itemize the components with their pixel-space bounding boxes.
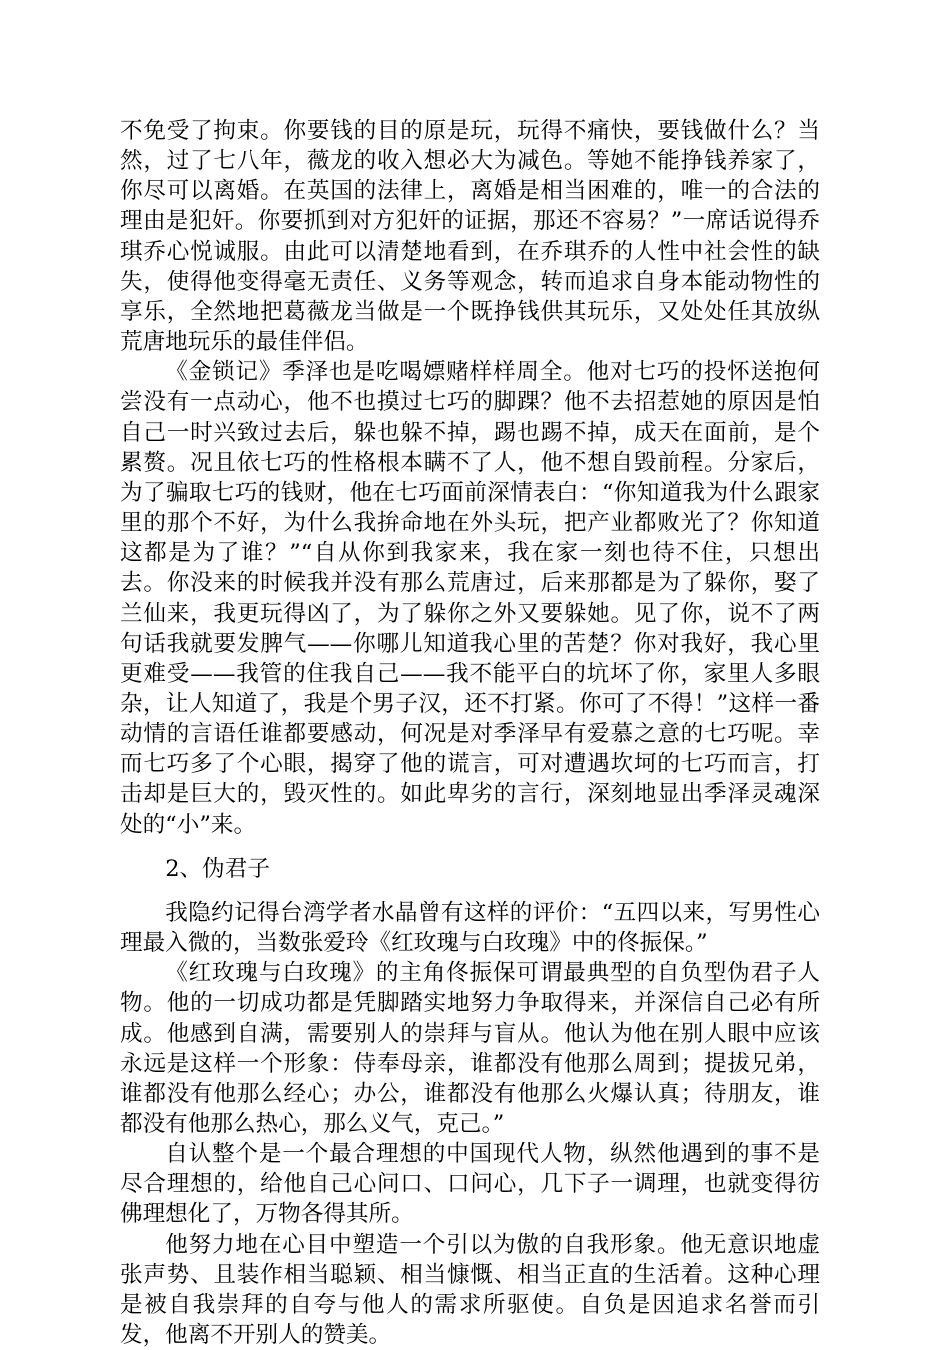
document-body	[120, 116, 820, 1350]
paragraph-continuation: 不免受了拘束。你要钱的目的原是玩，玩得不痛快，要钱做什么？当然，过了七八年，薇龙的收入想必大为减色。等她不能挣钱养家了，你尽可以离婚。在英国的法律上，离婚是相当困难的，唯一的合法的理由是犯奸。你要抓到对方犯奸的证据，那还不容易？”一席话说得乔琪乔心悦诚服。由此可以清楚地看到，在乔琪乔的人性中社会性的缺失，使得他变得毫无责任、义务等观念，转而追求自身本能动物性的享乐，全然地把葛薇龙当做是一个既挣钱供其玩乐，又处处任其放纵荒唐地玩乐的最佳伴侣。	[120, 118, 820, 356]
paragraph-ideal-modern-man: 自认整个是一个最合理想的中国现代人物，纵然他遇到的事不是尽合理想的，给他自己心问口、口问心，几下子一调理，也就变得彷佛理想化了，万物各得其所。	[120, 1141, 820, 1228]
paragraph-jinsuoji: 《金锁记》季泽也是吃喝嫖赌样样周全。他对七巧的投怀送抱何尝没有一点动心，他不也摸过七巧的脚踝？他不去招惹她的原因是怕自己一时兴致过去后，躲也躲不掉，踢也踢不掉，成天在面前，是个累赘。况且依七巧的性格根本瞒不了人，他不想自毁前程。分家后，为了骗取七巧的钱财，他在七巧面前深情表白：“你知道我为什么跟家里的那个不好，为什么我拚命地在外头玩，把产业都败光了？你知道这都是为了谁？”“自从你到我家来，我在家一刻也待不住，只想出去。你没来的时候我并没有那么荒唐过，后来那都是为了躲你，娶了兰仙来，我更玩得凶了，为了躲你之外又要躲她。见了你，说不了两句话我就要发脾气——你哪儿知道我心里的苦楚？你对我好，我心里更难受——我管的住我自己——我不能平白的坑坏了你，家里人多眼杂，让人知道了，我是个男子汉，还不打紧。你可了不得！”这样一番动情的言语任谁都要感动，何况是对季泽早有爱慕之意的七巧呢。幸而七巧多了个心眼，揭穿了他的谎言，可对遭遇坎坷的七巧而言，打击却是巨大的，毁灭性的。如此卑劣的言行，深刻地显出季泽灵魂深处的“小”来。	[120, 359, 820, 838]
paragraph-shuijing-quote: 我隐约记得台湾学者水晶曾有这样的评价：“五四以来，写男性心理最入微的，当数张爱玲《红玫瑰与白玫瑰》中的佟振保。”	[120, 899, 820, 957]
paragraph-self-image: 他努力地在心目中塑造一个引以为傲的自我形象。他无意识地虚张声势、且装作相当聪颖、相当慷慨、相当正直的生活着。这种心理是被自我崇拜的自夸与他人的需求所驱使。自负是因追求名誉而引发，他离不开别人的赞美。	[120, 1231, 820, 1349]
paragraph-hongmeigui: 《红玫瑰与白玫瑰》的主角佟振保可谓最典型的自负型伪君子人物。他的一切成功都是凭脚踏实地努力争取得来，并深信自己必有所成。他感到自满，需要别人的崇拜与盲从。他认为他在别人眼中应该永远是这样一个形象：侍奉母亲，谁都没有他那么周到；提拔兄弟，谁都没有他那么经心；办公，谁都没有他那么火爆认真；待朋友，谁都没有他那么热心，那么义气，克己。”	[120, 960, 820, 1137]
paragraph-gap	[120, 884, 820, 898]
paragraph-gap	[120, 840, 820, 854]
section-heading: 2、伪君子	[165, 855, 270, 882]
